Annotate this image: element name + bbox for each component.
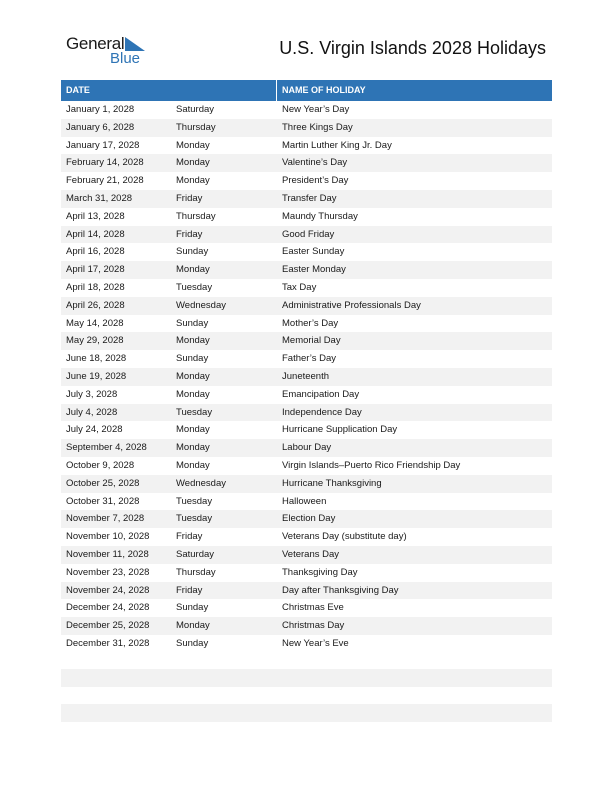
table-row	[61, 350, 552, 368]
weekday-cell: Sunday	[176, 317, 209, 329]
weekday-cell: Monday	[176, 442, 210, 454]
table-header	[61, 80, 552, 101]
weekday-cell: Friday	[176, 192, 203, 204]
holiday-table	[61, 80, 552, 653]
table-row	[61, 528, 552, 546]
weekday-cell: Sunday	[176, 637, 209, 649]
logo-blue-text: Blue	[110, 50, 141, 67]
date-cell: May 29, 2028	[66, 335, 124, 347]
holiday-name-cell: Administrative Professionals Day	[282, 299, 421, 311]
weekday-cell: Wednesday	[176, 477, 226, 489]
table-body	[61, 101, 552, 653]
date-cell: January 6, 2028	[66, 121, 135, 133]
holiday-name-cell: Easter Sunday	[282, 246, 345, 258]
table-row	[61, 297, 552, 315]
table-row	[61, 386, 552, 404]
table-row	[61, 243, 552, 261]
weekday-cell: Monday	[176, 157, 210, 169]
holiday-name-cell: Independence Day	[282, 406, 362, 418]
weekday-cell: Sunday	[176, 246, 209, 258]
weekday-cell: Wednesday	[176, 299, 226, 311]
holiday-name-cell: Hurricane Thanksgiving	[282, 477, 382, 489]
weekday-cell: Tuesday	[176, 495, 213, 507]
weekday-cell: Monday	[176, 139, 210, 151]
weekday-cell: Saturday	[176, 548, 215, 560]
weekday-cell: Friday	[176, 531, 203, 543]
weekday-cell: Monday	[176, 459, 210, 471]
weekday-cell: Thursday	[176, 210, 216, 222]
empty-row	[61, 669, 552, 687]
holiday-name-cell: New Year’s Eve	[282, 637, 349, 649]
holiday-name-cell: Christmas Day	[282, 620, 345, 632]
date-cell: December 24, 2028	[66, 602, 150, 614]
holiday-name-cell: Hurricane Supplication Day	[282, 424, 398, 436]
weekday-cell: Thursday	[176, 121, 216, 133]
date-cell: December 25, 2028	[66, 620, 150, 632]
holiday-name-cell: Veterans Day	[282, 548, 340, 560]
table-row	[61, 101, 552, 119]
weekday-cell: Tuesday	[176, 406, 213, 418]
logo-general-text: General	[66, 34, 125, 53]
date-cell: November 24, 2028	[66, 584, 150, 596]
holiday-name-cell: Mother’s Day	[282, 317, 339, 329]
holiday-name-cell: President’s Day	[282, 175, 349, 187]
table-row	[61, 599, 552, 617]
date-cell: November 11, 2028	[66, 548, 149, 560]
date-cell: November 23, 2028	[66, 566, 150, 578]
weekday-cell: Thursday	[176, 566, 216, 578]
holiday-name-cell: Thanksgiving Day	[282, 566, 358, 578]
weekday-cell: Saturday	[176, 104, 215, 115]
weekday-cell: Sunday	[176, 602, 209, 614]
holiday-name-cell: Virgin Islands–Puerto Rico Friendship Day	[282, 459, 461, 471]
weekday-cell: Sunday	[176, 353, 209, 365]
date-cell: October 31, 2028	[66, 495, 140, 507]
table-row	[61, 315, 552, 333]
table-row	[61, 190, 552, 208]
date-cell: February 21, 2028	[66, 175, 144, 187]
date-cell: June 18, 2028	[66, 353, 127, 365]
table-row	[61, 546, 552, 564]
table-row	[61, 208, 552, 226]
holiday-name-cell: Maundy Thursday	[282, 210, 358, 222]
logo-triangle-icon	[125, 37, 145, 51]
date-cell: December 31, 2028	[66, 637, 150, 649]
table-row	[61, 635, 552, 653]
weekday-cell: Tuesday	[176, 281, 213, 293]
holiday-name-cell: Tax Day	[282, 281, 317, 293]
holiday-name-cell: Valentine’s Day	[282, 157, 348, 169]
table-row	[61, 404, 552, 422]
table-row	[61, 172, 552, 190]
weekday-cell: Tuesday	[176, 513, 213, 525]
holiday-name-cell: Juneteenth	[282, 370, 330, 382]
date-cell: April 26, 2028	[66, 299, 125, 311]
date-cell: July 24, 2028	[66, 424, 123, 436]
holiday-name-cell: Halloween	[282, 495, 327, 507]
date-cell: October 9, 2028	[66, 459, 135, 471]
holiday-name-cell: Election Day	[282, 513, 336, 525]
holiday-name-cell: Easter Monday	[282, 264, 346, 276]
table-row	[61, 617, 552, 635]
date-cell: October 25, 2028	[66, 477, 140, 489]
empty-row	[61, 704, 552, 722]
weekday-cell: Monday	[176, 175, 210, 187]
holiday-name-cell: Emancipation Day	[282, 388, 360, 400]
holiday-name-cell: Martin Luther King Jr. Day	[282, 139, 392, 151]
weekday-cell: Monday	[176, 620, 210, 632]
table-row	[61, 439, 552, 457]
date-cell: April 16, 2028	[66, 246, 125, 258]
holiday-name-cell: Labour Day	[282, 442, 332, 454]
weekday-cell: Monday	[176, 370, 210, 382]
weekday-cell: Friday	[176, 584, 203, 596]
table-row	[61, 226, 552, 244]
generalblue-logo	[66, 34, 152, 68]
table-row	[61, 368, 552, 386]
date-cell: April 18, 2028	[66, 281, 125, 293]
holiday-name-cell: Veterans Day (substitute day)	[282, 531, 407, 543]
weekday-cell: Monday	[176, 264, 210, 276]
table-row	[61, 137, 552, 155]
date-cell: April 13, 2028	[66, 210, 125, 222]
holiday-name-cell: Three Kings Day	[282, 121, 353, 133]
holiday-name-cell: New Year’s Day	[282, 104, 350, 115]
weekday-cell: Monday	[176, 335, 210, 347]
page-title: U.S. Virgin Islands 2028 Holidays	[279, 38, 546, 58]
table-row	[61, 457, 552, 475]
weekday-cell: Monday	[176, 388, 210, 400]
date-cell: March 31, 2028	[66, 192, 133, 204]
holiday-name-cell: Father’s Day	[282, 353, 337, 365]
table-row	[61, 332, 552, 350]
date-cell: January 17, 2028	[66, 139, 140, 151]
date-cell: May 14, 2028	[66, 317, 124, 329]
holiday-name-cell: Memorial Day	[282, 335, 341, 347]
date-cell: September 4, 2028	[66, 442, 147, 454]
table-row	[61, 279, 552, 297]
table-row	[61, 119, 552, 137]
holiday-name-column-header: NAME OF HOLIDAY	[282, 85, 366, 95]
date-cell: February 14, 2028	[66, 157, 144, 169]
table-row	[61, 261, 552, 279]
table-row	[61, 582, 552, 600]
date-cell: January 1, 2028	[66, 104, 135, 115]
holiday-name-cell: Transfer Day	[282, 192, 337, 204]
date-cell: July 4, 2028	[66, 406, 118, 418]
date-column-header: DATE	[66, 85, 90, 95]
date-cell: November 10, 2028	[66, 531, 150, 543]
date-cell: June 19, 2028	[66, 370, 127, 382]
holiday-name-cell: Good Friday	[282, 228, 335, 240]
holiday-name-cell: Christmas Eve	[282, 602, 344, 614]
holiday-name-cell: Day after Thanksgiving Day	[282, 584, 399, 596]
date-cell: July 3, 2028	[66, 388, 118, 400]
date-cell: April 14, 2028	[66, 228, 125, 240]
date-cell: November 7, 2028	[66, 513, 145, 525]
weekday-cell: Monday	[176, 424, 210, 436]
table-row	[61, 493, 552, 511]
table-row	[61, 475, 552, 493]
table-row	[61, 564, 552, 582]
table-row	[61, 510, 552, 528]
weekday-cell: Friday	[176, 228, 203, 240]
table-row	[61, 421, 552, 439]
table-row	[61, 154, 552, 172]
date-cell: April 17, 2028	[66, 264, 125, 276]
